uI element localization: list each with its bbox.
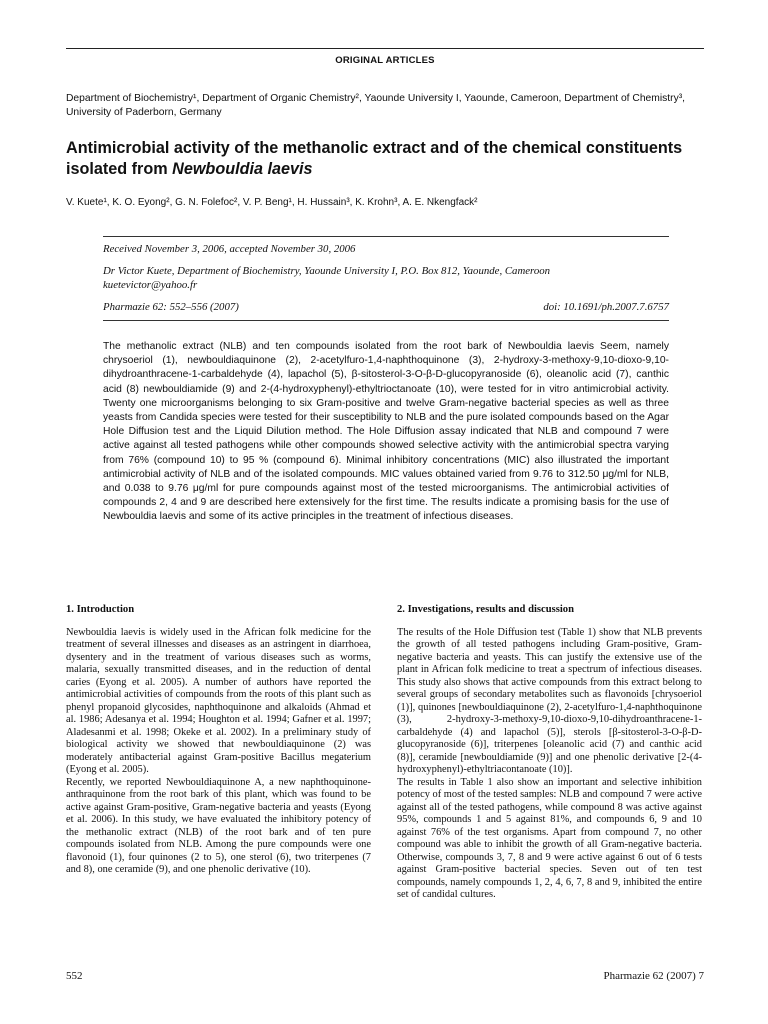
affiliations: Department of Biochemistry¹, Department of Organic Chemistry², Yaounde University I, Yaounde, Cameroon, Department of Chemistry³, University of Paderborn, Germany [66, 93, 686, 118]
author-list: V. Kuete¹, K. O. Eyong², G. N. Folefoc², V. P. Beng¹, H. Hussain³, K. Krohn³, A. E. Nkengfack² [66, 197, 478, 208]
introduction-paragraph: Newbouldia laevis is widely used in the African folk medicine for the treatment of several illnesses and diseases as an astringent in diarrhoea, dysentery and in the treatment of various diseases such as worms, malaria, sexually transmitted diseases, and in the reduction of dental caries (Eyong et al. 2005). A number of authors have reported the antimicrobial activities of compounds from the roots of this plant such as phenyl propanoid glycosides, naphthoquinone and alkaloids (Ahmad et al. 1986; Adesanya et al. 1994; Houghton et al. 1994; Gafner et al. 1997; Aladesanmi et al. 1998; Okeke et al. 2002). In a preliminary study of biological activity we showed that newbouldiaquinone (2) was moderately antibacterial against Gram-positive Bacillus megaterium (Eyong et al. 2005). [66, 626, 371, 775]
received-date: Received November 3, 2006, accepted November 30, 2006 [103, 243, 356, 255]
correspondence-address: Dr Victor Kuete, Department of Biochemistry, Yaounde University I, P.O. Box 812, Yaounde, Cameroon [103, 265, 551, 277]
section-label: ORIGINAL ARTICLES [335, 55, 435, 66]
journal-issue: Pharmazie 62 (2007) 7 [603, 970, 704, 982]
article-meta [103, 236, 669, 321]
introduction-section [66, 604, 371, 877]
results-paragraph: The results in Table 1 also show an important and selective inhibition potency of most of the tested samples: NLB and compound 7 were active against all of the tested pathogens, while compound 8 was active against 95%, compounds 1 and 5 against 81%, and compounds 6, 9 and 10 against 76% of the test organisms. Apart from compound 7, no other compound was able to inhibit the growth of all Gram-negative bacteria. Otherwise, compounds 3, 7, 8 and 9 were active against 6 out of 6 tests against Gram-positive bacterial species. Seven out of ten test compounds, namely compounds 1, 2, 4, 6, 7, 8 and 9, inhibited the entire set of candidal cultures. [397, 776, 702, 900]
title-species: Newbouldia laevis [172, 159, 313, 178]
abstract: The methanolic extract (NLB) and ten compounds isolated from the root bark of Newbouldia laevis Seem, namely chrysoeriol (1), newbouldiaquinone (2), 2-acetylfuro-1,4-naphthoquinone (3), 2-hydroxy-3-methoxy-9,10-dioxo-9,10-dihydroanthracene-1-carbaldehyde (4), lapachol (5), β-sitosterol-3-O-β-D-glucopyranoside (6), oleanolic acid (7), canthic acid (8) newbouldiamide (9) and 2-(4-hydroxyphenyl)-ethyltrioctanoate (10), were tested for in vitro antimicrobial activity. Twenty one microorganisms belonging to six Gram-positive and twelve Gram-negative bacterial species as well as three yeasts from Candida species were tested for their susceptibility to NLB and the pure isolated compounds based on the Agar Hole Diffusion test and the Liquid Dilution method. The Hole Diffusion assay indicated that NLB and compound 7 were active against all tested pathogens while other compounds showed selective activity with the antimicrobial spectra varying from 76% (compound 10) to 95 % (compound 6). Minimal inhibitory concentrations (MIC) also illustrated the important antimicrobial activity of NLB and of the isolated compounds. MIC values obtained varied from 9.76 to 312.50 μg/ml for NLB, and 0.038 to 9.76 μg/ml for pure compounds against most of the tested microorganisms. The antimicrobial activities of compounds 2, 4 and 9 are described here extensively for the first time. The results indicate a promising basis for the use of Newbouldia laevis and some of its active principles in the treatment of infectious diseases. [103, 341, 669, 523]
results-heading: 2. Investigations, results and discussion [397, 604, 575, 615]
introduction-heading: 1. Introduction [66, 604, 135, 615]
introduction-paragraph: Recently, we reported Newbouldiaquinone A, a new naphthoquinone-anthraquinone from the root bark of this plant, which was found to be active against Gram-positive, Gram-negative bacteria and yeasts (Eyong et al. 2006). In this study, we have evaluated the inhibitory potency of the methanolic extract (NLB) of the root bark and of ten pure compounds isolated from NLB. Among the pure compounds were one flavonoid (1), four quinones (2 to 5), one sterol (6), two triterpenes (7 and 8), one ceramide (9), and one phenolic derivative (10). [66, 776, 371, 875]
results-paragraph: The results of the Hole Diffusion test (Table 1) show that NLB prevents the growth of all tested pathogens including Gram-positive, Gram-negative bacteria and yeasts. This can justify the extensive use of the plant in African folk medicine to treat a spectrum of infectious diseases. This study also shows that active compounds from this extract belong to several groups of secondary metabolites such as flavonoids [chrysoeriol (1)], quinones [newbouldiaquinone (2), 2-acetylfuro-1,4-naphthoquinone (3), 2-hydroxy-3-methoxy-9,10-dioxo-9,10-dihydroanthracene-1-carbaldehyde (4) and lapachol (5)], sterols [β-sitosterol-3-O-β-D-glucopyranoside (6)], triterpenes [oleanolic acid (7) and canthic acid (8)], ceramide [newbouldiamide (9)] and one phenolic derivative [2-(4-hydroxyphenyl)-ethyltriacontanoate (10)]. [397, 626, 702, 775]
email-link[interactable]: kuetevictor@yahoo.fr [103, 279, 198, 291]
doi-link[interactable]: doi: 10.1691/ph.2007.7.6757 [543, 301, 669, 313]
article-page [66, 0, 704, 1024]
article-title [66, 138, 704, 179]
page-footer [66, 970, 704, 982]
top-rule [66, 48, 704, 49]
page-number: 552 [66, 970, 83, 982]
title-main: Antimicrobial activity of the methanolic extract and of the chemical constituents isolated from [66, 139, 683, 178]
citation: Pharmazie 62: 552–556 (2007) [103, 301, 239, 313]
results-section [397, 604, 702, 902]
